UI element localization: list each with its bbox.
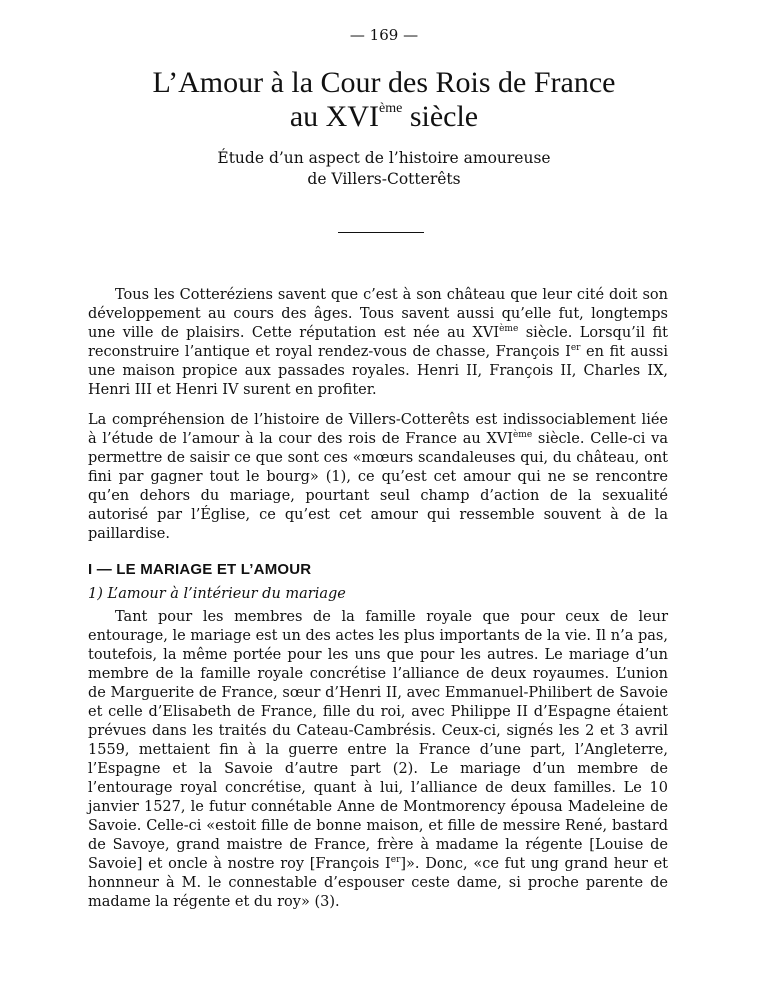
paragraph-2-sup-a: ème bbox=[512, 430, 533, 440]
subtitle-line-1: Étude d’un aspect de l’histoire amoureuse bbox=[217, 149, 551, 167]
paragraph-1-sup-a: ème bbox=[499, 324, 519, 334]
subtitle-line-2: de Villers-Cotterêts bbox=[307, 170, 461, 188]
paragraph-1-sup-b: er bbox=[570, 343, 581, 353]
paragraph-1 bbox=[88, 286, 668, 400]
title-line-2-end: siècle bbox=[402, 100, 479, 133]
paragraph-1-text-b: siècle. Lorsqu’il fit reconstruire l’antique et royal rendez-vous de chasse, François I bbox=[88, 325, 668, 360]
article-title bbox=[60, 66, 708, 134]
title-line-1: L’Amour à la Cour des Rois de France bbox=[152, 66, 616, 99]
title-divider bbox=[338, 232, 424, 233]
paragraph-3-text-b: ]». Donc, «ce fut ung grand heur et honnneur à M. le connestable d’espouser ceste dame, si proche parente de madame la régente et du roy» (3). bbox=[88, 856, 669, 910]
paragraph-3-sup-a: er bbox=[390, 855, 401, 865]
paragraph-1-text-a: Tous les Cotteréziens savent que c’est à son château que leur cité doit son développement au cours des âges. Tous savent aussi qu’elle fut, longtemps une ville de plaisirs. Cette réputation est née au XVI bbox=[88, 287, 668, 341]
article-body bbox=[88, 286, 668, 912]
section-heading: I — LE MARIAGE ET L’AMOUR bbox=[88, 561, 312, 578]
paragraph-3 bbox=[88, 608, 668, 912]
title-line-2-start: au XVI bbox=[289, 100, 379, 133]
paragraph-2 bbox=[88, 411, 668, 544]
title-superscript: ème bbox=[379, 101, 403, 116]
paragraph-1-text-c: en fit aussi une maison propice aux passades royales. Henri II, François II, Charles IX, Henri III et Henri IV surent en profiter. bbox=[88, 344, 669, 398]
page-number: — 169 — bbox=[349, 26, 419, 44]
subsection-heading: 1) L’amour à l’intérieur du mariage bbox=[88, 586, 346, 602]
paragraph-3-text-a: Tant pour les membres de la famille royale que pour ceux de leur entourage, le mariage est un des actes les plus importants de la vie. Il n’a pas, toutefois, la même portée pour les uns que pour les autres. Le mariage d’un membre de la famille royale concrétise l’alliance de deux royaumes. L’union de Marguerite de France, sœur d’Henri II, avec Emmanuel-Philibert de Savoie et celle d’Elisabeth de France, fille du roi, avec Philippe II d’Espagne étaient prévues dans les traités du Cateau-Cambrésis. Ceux-ci, signés les 2 et 3 avril 1559, mettaient fin à la guerre entre la France d’une part, l’Angleterre, l’Espagne et la Savoie d’autre part (2). Le mariage d’un membre de l’entourage royal concrétise, quant à lui, l’alliance de deux familles. Le 10 janvier 1527, le futur connétable Anne de Montmorency épousa Madeleine de Savoie. Celle-ci «estoit fille de bonne maison, et fille de messire René, bastard de Savoye, grand maistre de France, frère à madame la régente [Louise de Savoie] et oncle à nostre roy [François I bbox=[88, 609, 668, 872]
article-subtitle bbox=[100, 148, 668, 190]
paragraph-2-text-b: siècle. Celle-ci va permettre de saisir ce que sont ces «mœurs scandaleuses qui, du château, ont fini par gagner tout le bourg» (1), ce qu’est cet amour qui ne se rencontre qu’en dehors du mariage, pourtant seul champ d’action de la sexualité autorisé par l’Église, ce qu’est cet amour qui ressemble souvent à de la paillardise. bbox=[88, 431, 668, 542]
paragraph-2-text-a: La compréhension de l’histoire de Villers-Cotterêts est indissociablement liée à l’étude de l’amour à la cour des rois de France au XVI bbox=[88, 412, 668, 447]
